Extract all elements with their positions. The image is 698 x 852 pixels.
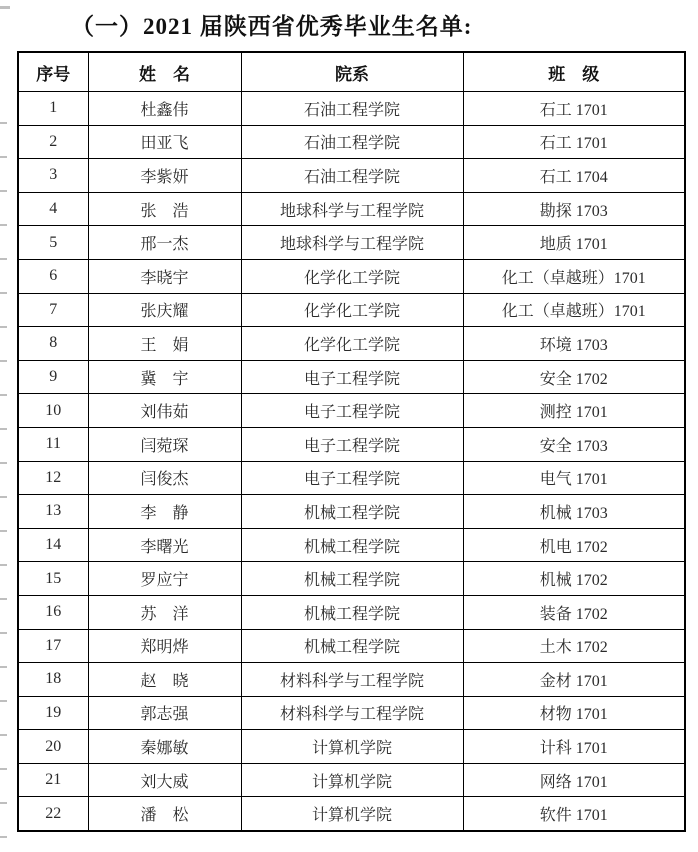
cell-class: 化工（卓越班）1701 <box>463 259 685 293</box>
cell-name: 田亚飞 <box>88 125 241 159</box>
table-row <box>18 595 685 629</box>
cell-department: 机械工程学院 <box>241 629 463 663</box>
cell-no: 17 <box>18 629 88 663</box>
cell-class: 安全 1702 <box>463 360 685 394</box>
cell-class: 环境 1703 <box>463 327 685 361</box>
header-class: 班 级 <box>463 52 685 92</box>
cell-class: 软件 1701 <box>463 797 685 831</box>
cell-department: 机械工程学院 <box>241 528 463 562</box>
cell-name: 秦娜敏 <box>88 730 241 764</box>
cell-no: 12 <box>18 461 88 495</box>
cell-department: 机械工程学院 <box>241 562 463 596</box>
table-row <box>18 663 685 697</box>
cell-department: 机械工程学院 <box>241 495 463 529</box>
cell-department: 地球科学与工程学院 <box>241 226 463 260</box>
cell-name: 杜鑫伟 <box>88 92 241 126</box>
cell-class: 石工 1701 <box>463 125 685 159</box>
table-row <box>18 327 685 361</box>
cell-class: 机械 1702 <box>463 562 685 596</box>
table-row <box>18 629 685 663</box>
cell-name: 张庆耀 <box>88 293 241 327</box>
cell-class: 材物 1701 <box>463 696 685 730</box>
cell-class: 石工 1701 <box>463 92 685 126</box>
cell-class: 装备 1702 <box>463 595 685 629</box>
cell-name: 刘伟茹 <box>88 394 241 428</box>
cell-name: 罗应宁 <box>88 562 241 596</box>
cell-department: 机械工程学院 <box>241 595 463 629</box>
cell-name: 潘 松 <box>88 797 241 831</box>
cell-no: 14 <box>18 528 88 562</box>
cell-department: 化学化工学院 <box>241 259 463 293</box>
cell-no: 13 <box>18 495 88 529</box>
cell-class: 机电 1702 <box>463 528 685 562</box>
table-row <box>18 461 685 495</box>
cell-no: 8 <box>18 327 88 361</box>
cell-no: 15 <box>18 562 88 596</box>
header-no: 序号 <box>18 52 88 92</box>
table-header <box>18 52 685 92</box>
cell-department: 电子工程学院 <box>241 427 463 461</box>
cell-name: 刘大威 <box>88 763 241 797</box>
table-row <box>18 226 685 260</box>
table-row <box>18 562 685 596</box>
cell-department: 电子工程学院 <box>241 394 463 428</box>
table-row <box>18 394 685 428</box>
table-row <box>18 495 685 529</box>
cell-class: 金材 1701 <box>463 663 685 697</box>
cell-no: 3 <box>18 159 88 193</box>
cell-no: 10 <box>18 394 88 428</box>
cell-department: 材料科学与工程学院 <box>241 696 463 730</box>
cell-department: 石油工程学院 <box>241 125 463 159</box>
cell-no: 20 <box>18 730 88 764</box>
header-name: 姓 名 <box>88 52 241 92</box>
table-row <box>18 92 685 126</box>
cell-no: 2 <box>18 125 88 159</box>
cell-name: 李紫妍 <box>88 159 241 193</box>
table-row <box>18 259 685 293</box>
table-row <box>18 730 685 764</box>
cell-department: 地球科学与工程学院 <box>241 192 463 226</box>
cell-name: 李曙光 <box>88 528 241 562</box>
cell-class: 土木 1702 <box>463 629 685 663</box>
scan-artifact-tick <box>0 6 10 9</box>
cell-name: 王 娟 <box>88 327 241 361</box>
cell-class: 安全 1703 <box>463 427 685 461</box>
cell-department: 材料科学与工程学院 <box>241 663 463 697</box>
cell-department: 石油工程学院 <box>241 92 463 126</box>
cell-department: 电子工程学院 <box>241 360 463 394</box>
cell-no: 1 <box>18 92 88 126</box>
graduates-table <box>17 51 686 832</box>
cell-department: 化学化工学院 <box>241 293 463 327</box>
table-row <box>18 159 685 193</box>
cell-no: 18 <box>18 663 88 697</box>
cell-name: 赵 晓 <box>88 663 241 697</box>
cell-class: 化工（卓越班）1701 <box>463 293 685 327</box>
cell-class: 电气 1701 <box>463 461 685 495</box>
cell-class: 网络 1701 <box>463 763 685 797</box>
table-row <box>18 763 685 797</box>
cell-class: 测控 1701 <box>463 394 685 428</box>
table-body <box>18 92 685 832</box>
cell-name: 郭志强 <box>88 696 241 730</box>
header-department: 院系 <box>241 52 463 92</box>
cell-name: 郑明烨 <box>88 629 241 663</box>
cell-no: 9 <box>18 360 88 394</box>
page-title: （一）2021 届陕西省优秀毕业生名单: <box>71 14 473 39</box>
cell-department: 化学化工学院 <box>241 327 463 361</box>
cell-name: 李晓宇 <box>88 259 241 293</box>
cell-name: 邢一杰 <box>88 226 241 260</box>
cell-no: 11 <box>18 427 88 461</box>
cell-class: 计科 1701 <box>463 730 685 764</box>
cell-name: 冀 宇 <box>88 360 241 394</box>
cell-department: 电子工程学院 <box>241 461 463 495</box>
cell-class: 石工 1704 <box>463 159 685 193</box>
cell-name: 张 浩 <box>88 192 241 226</box>
scan-artifact-ticks <box>0 90 7 838</box>
cell-name: 闫俊杰 <box>88 461 241 495</box>
cell-no: 5 <box>18 226 88 260</box>
cell-no: 22 <box>18 797 88 831</box>
cell-name: 李 静 <box>88 495 241 529</box>
table-row <box>18 696 685 730</box>
table-row <box>18 293 685 327</box>
cell-department: 计算机学院 <box>241 730 463 764</box>
table-header-row <box>18 52 685 92</box>
cell-class: 地质 1701 <box>463 226 685 260</box>
cell-no: 6 <box>18 259 88 293</box>
table-row <box>18 797 685 831</box>
table-row <box>18 125 685 159</box>
cell-name: 苏 洋 <box>88 595 241 629</box>
table-row <box>18 192 685 226</box>
cell-name: 闫菀琛 <box>88 427 241 461</box>
table-row <box>18 427 685 461</box>
cell-class: 机械 1703 <box>463 495 685 529</box>
cell-department: 计算机学院 <box>241 763 463 797</box>
cell-no: 19 <box>18 696 88 730</box>
cell-department: 计算机学院 <box>241 797 463 831</box>
cell-class: 勘探 1703 <box>463 192 685 226</box>
table-row <box>18 360 685 394</box>
cell-no: 16 <box>18 595 88 629</box>
cell-no: 4 <box>18 192 88 226</box>
table-row <box>18 528 685 562</box>
cell-no: 7 <box>18 293 88 327</box>
cell-department: 石油工程学院 <box>241 159 463 193</box>
cell-no: 21 <box>18 763 88 797</box>
